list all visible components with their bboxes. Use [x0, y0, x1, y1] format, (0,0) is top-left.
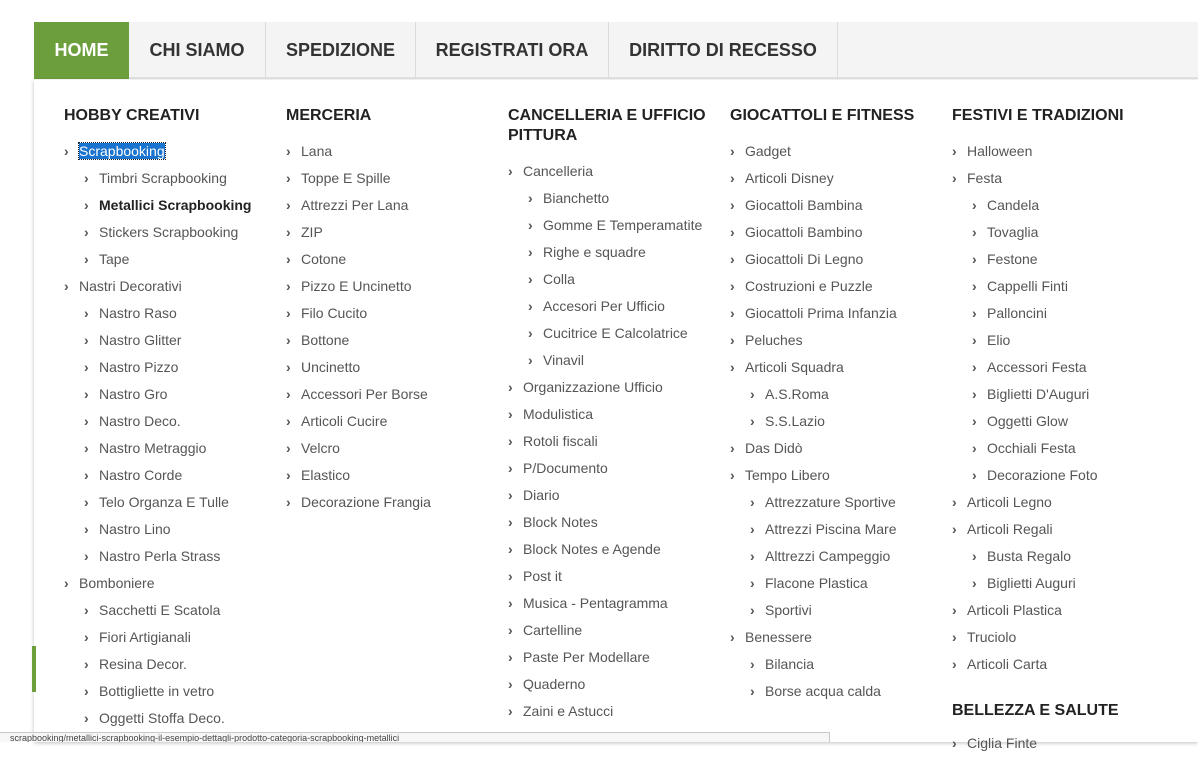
menu-link-label: Nastro Gro [99, 386, 168, 402]
menu-link-giocattoli-prima-infanzia[interactable] [730, 300, 945, 327]
menu-link-label: Flacone Plastica [765, 575, 868, 591]
menu-link-label: Block Notes e Agende [523, 541, 661, 557]
menu-link-label: Palloncini [987, 305, 1047, 321]
menu-link-bottigliette-in-vetro[interactable] [64, 678, 279, 705]
menu-link-quaderno[interactable] [508, 671, 723, 698]
menu-link-giocattoli-bambina[interactable] [730, 192, 945, 219]
menu-link-label: Bianchetto [543, 190, 610, 206]
menu-link-scrapbooking[interactable] [64, 138, 279, 165]
menu-link-label: Bottigliette in vetro [99, 683, 215, 699]
menu-link-zip[interactable] [286, 219, 501, 246]
menu-link-label: Benessere [745, 629, 812, 645]
menu-link-filo-cucito[interactable] [286, 300, 501, 327]
menu-column-hobby-creativi [64, 106, 279, 732]
menu-link-nastro-corde[interactable] [64, 462, 279, 489]
menu-link-festone[interactable] [952, 246, 1167, 273]
menu-link-palloncini[interactable] [952, 300, 1167, 327]
menu-link-label: Decorazione Foto [987, 467, 1098, 483]
menu-link-label: Sacchetti E Scatola [99, 602, 221, 618]
menu-link-label: Peluches [745, 332, 803, 348]
menu-link-label: Metallici Scrapbooking [99, 197, 252, 213]
category-list [64, 138, 279, 732]
menu-link-nastro-gro[interactable] [64, 381, 279, 408]
menu-link-label: Stickers Scrapbooking [99, 224, 239, 240]
menu-link-label: Cappelli Finti [987, 278, 1068, 294]
menu-link-telo-organza-e-tulle[interactable] [64, 489, 279, 516]
menu-link-nastro-pizzo[interactable] [64, 354, 279, 381]
menu-link-biglietti-auguri[interactable] [952, 570, 1167, 597]
menu-link-label: Articoli Carta [967, 656, 1048, 672]
menu-link-label: Elastico [301, 467, 351, 483]
menu-link-label: Nastro Perla Strass [99, 548, 221, 564]
menu-link-tape[interactable] [64, 246, 279, 273]
menu-link-occhiali-festa[interactable] [952, 435, 1167, 462]
menu-link-benessere[interactable] [730, 624, 945, 651]
menu-link-label: Articoli Plastica [967, 602, 1062, 618]
menu-link-label: Giocattoli Bambina [745, 197, 863, 213]
menu-link-candela[interactable] [952, 192, 1167, 219]
menu-link-nastri-decorativi[interactable] [64, 273, 279, 300]
menu-link-nastro-lino[interactable] [64, 516, 279, 543]
menu-link-label: Rotoli fiscali [523, 433, 598, 449]
menu-link-label: Accessori Per Borse [301, 386, 428, 402]
menu-link-tempo-libero[interactable] [730, 462, 945, 489]
menu-link-resina-decor[interactable] [64, 651, 279, 678]
menu-link-giocattoli-di-legno[interactable] [730, 246, 945, 273]
mega-menu-panel [34, 80, 1198, 751]
menu-link-label: Biglietti Auguri [987, 575, 1076, 591]
menu-link-label: Modulistica [523, 406, 594, 422]
menu-link-label: Tempo Libero [745, 467, 830, 483]
menu-link-metallici-scrapbooking[interactable] [64, 192, 279, 219]
menu-link-articoli-regali[interactable] [952, 516, 1167, 543]
menu-link-label: Attrezzi Piscina Mare [765, 521, 897, 537]
menu-link-label: Nastro Lino [99, 521, 171, 537]
menu-link-cucitrice-e-calcolatrice[interactable] [508, 320, 723, 347]
menu-link-label: Vinavil [543, 352, 584, 368]
column-subtitle: BELLEZZA E SALUTE [952, 702, 1119, 719]
menu-link-label: A.S.Roma [765, 386, 829, 402]
menu-link-label: Borse acqua calda [765, 683, 881, 699]
menu-link-label: Articoli Legno [967, 494, 1052, 510]
menu-link-label: ZIP [301, 224, 323, 240]
menu-link-pizzo-e-uncinetto[interactable] [286, 273, 501, 300]
menu-link-sacchetti-e-scatola[interactable] [64, 597, 279, 624]
menu-link-label: Attrezzi Per Lana [301, 197, 409, 213]
menu-link-label: Alttrezzi Campeggio [765, 548, 891, 564]
menu-link-articoli-squadra[interactable] [730, 354, 945, 381]
menu-link-label: Resina Decor. [99, 656, 187, 672]
menu-link-colla[interactable] [508, 266, 723, 293]
menu-link-label: Cartelline [523, 622, 583, 638]
menu-link-label: Nastro Glitter [99, 332, 182, 348]
menu-link-label: Velcro [301, 440, 340, 456]
nav-spedizione[interactable]: SPEDIZIONE [266, 22, 416, 79]
menu-link-bilancia[interactable] [730, 651, 945, 678]
menu-link-label: Pizzo E Uncinetto [301, 278, 412, 294]
menu-link-label: Articoli Cucire [301, 413, 388, 429]
menu-link-nastro-glitter[interactable] [64, 327, 279, 354]
menu-link-label: Cancelleria [523, 163, 594, 179]
menu-link-a-s-roma[interactable] [730, 381, 945, 408]
menu-link-label: Das Didò [745, 440, 803, 456]
side-tab[interactable] [32, 646, 36, 692]
menu-link-label: Attrezzature Sportive [765, 494, 896, 510]
menu-link-elastico[interactable] [286, 462, 501, 489]
menu-link-attrezzi-piscina-mare[interactable] [730, 516, 945, 543]
menu-link-organizzazione-ufficio[interactable] [508, 374, 723, 401]
menu-link-truciolo[interactable] [952, 624, 1167, 651]
menu-link-label: Quaderno [523, 676, 586, 692]
category-list [952, 730, 1167, 757]
menu-link-festa[interactable] [952, 165, 1167, 192]
column-title: CANCELLERIA E UFFICIO PITTURA [508, 107, 706, 144]
menu-link-tovaglia[interactable] [952, 219, 1167, 246]
menu-link-label: Festone [987, 251, 1038, 267]
menu-link-label: Cucitrice E Calcolatrice [543, 325, 688, 341]
status-bar [0, 732, 830, 742]
menu-link-label: Busta Regalo [987, 548, 1072, 564]
menu-link-oggetti-glow[interactable] [952, 408, 1167, 435]
menu-link-das-did[interactable] [730, 435, 945, 462]
menu-link-flacone-plastica[interactable] [730, 570, 945, 597]
menu-link-decorazione-foto[interactable] [952, 462, 1167, 489]
menu-link-label: Oggetti Stoffa Deco. [99, 710, 225, 726]
menu-link-label: S.S.Lazio [765, 413, 825, 429]
menu-link-label: Gadget [745, 143, 791, 159]
menu-link-articoli-plastica[interactable] [952, 597, 1167, 624]
menu-link-label: Nastro Corde [99, 467, 183, 483]
menu-link-label: Colla [543, 271, 575, 287]
menu-link-zaini-e-astucci[interactable] [508, 698, 723, 725]
menu-link-label: Accesori Per Ufficio [543, 298, 665, 314]
menu-link-bottone[interactable] [286, 327, 501, 354]
menu-link-gomme-e-temperamatite[interactable] [508, 212, 723, 239]
menu-link-paste-per-modellare[interactable] [508, 644, 723, 671]
menu-link-label: Giocattoli Bambino [745, 224, 863, 240]
menu-link-velcro[interactable] [286, 435, 501, 462]
menu-link-modulistica[interactable] [508, 401, 723, 428]
menu-link-peluches[interactable] [730, 327, 945, 354]
menu-link-label: Righe e squadre [543, 244, 646, 260]
menu-link-label: Nastri Decorativi [79, 278, 182, 294]
menu-link-musica-pentagramma[interactable] [508, 590, 723, 617]
menu-link-timbri-scrapbooking[interactable] [64, 165, 279, 192]
menu-link-label: Nastro Pizzo [99, 359, 179, 375]
menu-link-borse-acqua-calda[interactable] [730, 678, 945, 705]
menu-link-label: Decorazione Frangia [301, 494, 431, 510]
column-title: HOBBY CREATIVI [64, 107, 200, 124]
menu-link-label: Musica - Pentagramma [523, 595, 668, 611]
menu-link-bomboniere[interactable] [64, 570, 279, 597]
nav-home[interactable]: HOME [34, 22, 129, 79]
menu-link-alttrezzi-campeggio[interactable] [730, 543, 945, 570]
menu-link-label: Biglietti D'Auguri [987, 386, 1090, 402]
menu-link-label: Nastro Deco. [99, 413, 181, 429]
category-list [730, 138, 945, 705]
menu-link-block-notes-e-agende[interactable] [508, 536, 723, 563]
column-title: FESTIVI E TRADIZIONI [952, 107, 1124, 124]
menu-link-label: Bilancia [765, 656, 815, 672]
menu-link-label: Post it [523, 568, 562, 584]
menu-link-label: Articoli Disney [745, 170, 834, 186]
menu-link-label: Toppe E Spille [301, 170, 391, 186]
menu-column-giocattoli [730, 106, 945, 705]
menu-link-oggetti-stoffa-deco[interactable] [64, 705, 279, 732]
menu-link-label: Costruzioni e Puzzle [745, 278, 873, 294]
menu-link-label: Timbri Scrapbooking [99, 170, 227, 186]
column-title: MERCERIA [286, 107, 372, 124]
menu-column-merceria [286, 106, 501, 516]
menu-link-label: Telo Organza E Tulle [99, 494, 229, 510]
menu-link-rotoli-fiscali[interactable] [508, 428, 723, 455]
menu-link-righe-e-squadre[interactable] [508, 239, 723, 266]
menu-link-label: Organizzazione Ufficio [523, 379, 663, 395]
menu-link-label: Cotone [301, 251, 347, 267]
menu-link-diario[interactable] [508, 482, 723, 509]
column-title: GIOCATTOLI E FITNESS [730, 107, 915, 124]
menu-link-label: Occhiali Festa [987, 440, 1076, 456]
menu-link-label: Zaini e Astucci [523, 703, 614, 719]
menu-link-articoli-legno[interactable] [952, 489, 1167, 516]
menu-link-halloween[interactable] [952, 138, 1167, 165]
menu-link-label: Bottone [301, 332, 350, 348]
menu-link-label: Festa [967, 170, 1003, 186]
menu-link-label: Tape [99, 251, 130, 267]
category-list [286, 138, 501, 516]
menu-link-gadget[interactable] [730, 138, 945, 165]
menu-link-s-s-lazio[interactable] [730, 408, 945, 435]
menu-link-label: Halloween [967, 143, 1033, 159]
menu-link-nastro-deco[interactable] [64, 408, 279, 435]
menu-link-vinavil[interactable] [508, 347, 723, 374]
menu-link-label: Paste Per Modellare [523, 649, 650, 665]
menu-link-label: Lana [301, 143, 333, 159]
menu-link-cancelleria[interactable] [508, 158, 723, 185]
menu-link-block-notes[interactable] [508, 509, 723, 536]
menu-link-attrezzi-per-lana[interactable] [286, 192, 501, 219]
menu-link-cappelli-finti[interactable] [952, 273, 1167, 300]
menu-link-label: P/Documento [523, 460, 608, 476]
menu-link-ciglia-finte[interactable] [952, 730, 1167, 757]
menu-link-label: Nastro Metraggio [99, 440, 207, 456]
menu-link-label: Sportivi [765, 602, 812, 618]
menu-link-label: Scrapbooking [79, 143, 165, 159]
menu-link-label: Truciolo [967, 629, 1017, 645]
menu-link-cartelline[interactable] [508, 617, 723, 644]
menu-link-label: Nastro Raso [99, 305, 177, 321]
menu-link-articoli-cucire[interactable] [286, 408, 501, 435]
menu-link-label: Ciglia Finte [967, 735, 1038, 751]
nav-chi-siamo[interactable]: CHI SIAMO [129, 22, 266, 79]
menu-link-giocattoli-bambino[interactable] [730, 219, 945, 246]
menu-link-sportivi[interactable] [730, 597, 945, 624]
menu-link-label: Diario [523, 487, 560, 503]
menu-link-accessori-per-borse[interactable] [286, 381, 501, 408]
menu-link-bianchetto[interactable] [508, 185, 723, 212]
menu-link-label: Articoli Squadra [745, 359, 844, 375]
menu-link-articoli-carta[interactable] [952, 651, 1167, 678]
menu-link-label: Uncinetto [301, 359, 361, 375]
menu-link-cotone[interactable] [286, 246, 501, 273]
menu-link-accessori-festa[interactable] [952, 354, 1167, 381]
status-url: scrapbooking/metallici-scrapbooking-il-esempio-dettagli-prodotto-categoria-scrapbooking-metallici [10, 733, 400, 742]
menu-link-biglietti-d-auguri[interactable] [952, 381, 1167, 408]
menu-link-label: Tovaglia [987, 224, 1039, 240]
menu-column-cancelleria [508, 106, 723, 725]
menu-link-toppe-e-spille[interactable] [286, 165, 501, 192]
menu-link-elio[interactable] [952, 327, 1167, 354]
menu-link-stickers-scrapbooking[interactable] [64, 219, 279, 246]
menu-link-label: Filo Cucito [301, 305, 368, 321]
menu-link-accesori-per-ufficio[interactable] [508, 293, 723, 320]
menu-link-nastro-metraggio[interactable] [64, 435, 279, 462]
menu-link-label: Bomboniere [79, 575, 155, 591]
menu-link-label: Giocattoli Di Legno [745, 251, 864, 267]
menu-link-label: Block Notes [523, 514, 598, 530]
nav-diritto-di-recesso[interactable]: DIRITTO DI RECESSO [609, 22, 838, 79]
menu-link-fiori-artigianali[interactable] [64, 624, 279, 651]
menu-link-post-it[interactable] [508, 563, 723, 590]
menu-link-articoli-disney[interactable] [730, 165, 945, 192]
menu-link-label: Elio [987, 332, 1011, 348]
nav-registrati-ora[interactable]: REGISTRATI ORA [416, 22, 609, 79]
menu-link-nastro-perla-strass[interactable] [64, 543, 279, 570]
menu-link-label: Oggetti Glow [987, 413, 1068, 429]
menu-link-costruzioni-e-puzzle[interactable] [730, 273, 945, 300]
menu-link-label: Gomme E Temperamatite [543, 217, 703, 233]
menu-link-label: Fiori Artigianali [99, 629, 191, 645]
menu-link-p-documento[interactable] [508, 455, 723, 482]
menu-link-uncinetto[interactable] [286, 354, 501, 381]
menu-link-busta-regalo[interactable] [952, 543, 1167, 570]
menu-link-label: Candela [987, 197, 1040, 213]
menu-link-lana[interactable] [286, 138, 501, 165]
category-list [952, 138, 1167, 678]
category-list [508, 158, 723, 725]
menu-column-festivi [952, 106, 1167, 757]
menu-link-nastro-raso[interactable] [64, 300, 279, 327]
menu-link-decorazione-frangia[interactable] [286, 489, 501, 516]
menu-link-attrezzature-sportive[interactable] [730, 489, 945, 516]
top-navigation [34, 22, 1198, 79]
menu-link-label: Articoli Regali [967, 521, 1053, 537]
menu-link-label: Accessori Festa [987, 359, 1087, 375]
menu-link-label: Giocattoli Prima Infanzia [745, 305, 897, 321]
